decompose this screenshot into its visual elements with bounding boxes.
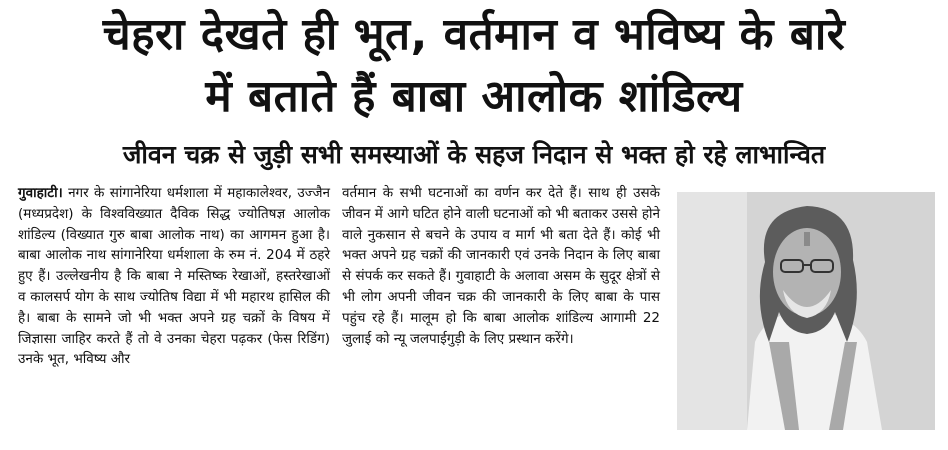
subheadline: जीवन चक्र से जुड़ी सभी समस्याओं के सहज निदान से भक्त हो रहे लाभान्वित [122,140,826,169]
column-1-text: नगर के सांगानेरिया धर्मशाला में महाकालेश्वर, उज्जैन (मध्यप्रदेश) के विश्वविख्यात दैविक सिद्ध ज्योतिषज्ञ आलोक शांडिल्य (विख्यात गुरु बाबा आलोक नाथ) का आगमन हुआ है। बाबा आलोक नाथ सांगानेरिया धर्मशाला के रुम नं. 204 में ठहरे हुए हैं। उल्लेखनीय है कि बाबा ने मस्तिष्क रेखाओं, हस्तरेखाओं व कालसर्प योग के साथ ज्योतिष विद्या में भी महारथ हासिल की है। बाबा के सामने जो भी भक्त अपने ग्रह चक्रों के विषय में जिज्ञासा जाहिर करते हैं तो वे उनका चेहरा पढ़कर (फेस रिडिंग) उनके भूत, भविष्य और [18,185,330,368]
portrait-photo [677,192,935,430]
article-paragraph-1 [18,183,330,370]
article-column-1 [18,183,330,370]
dateline: गुवाहाटी। [18,185,63,201]
headline-line-1: चेहरा देखते ही भूत, वर्तमान व भविष्य के बारे [102,9,846,60]
headline [0,4,948,128]
column-2-text: वर्तमान के सभी घटनाओं का वर्णन कर देते हैं। साथ ही उसके जीवन में आगे घटित होने वाली घटनाओं को भी बताकर उससे होने वाले नुकसान से बचने के उपाय व मार्ग भी बता देते हैं। कोई भी भक्त अपने ग्रह चक्रों की जानकारी एवं उनके निदान के लिए बाबा से संपर्क कर सकते हैं। गुवाहाटी के अलावा असम के सुदूर क्षेत्रों से भी लोग अपनी जीवन चक्र की जानकारी के लिए बाबा के पास पहुंच रहे हैं। मालूम हो कि बाबा आलोक शांडिल्य आगामी 22 जुलाई को न्यू जलपाईगुड़ी के लिए प्रस्थान करेंगे। [342,185,660,347]
article-column-2 [342,183,660,349]
headline-line-2: में बताते हैं बाबा आलोक शांडिल्य [205,71,743,122]
portrait-illustration-icon [677,192,935,430]
